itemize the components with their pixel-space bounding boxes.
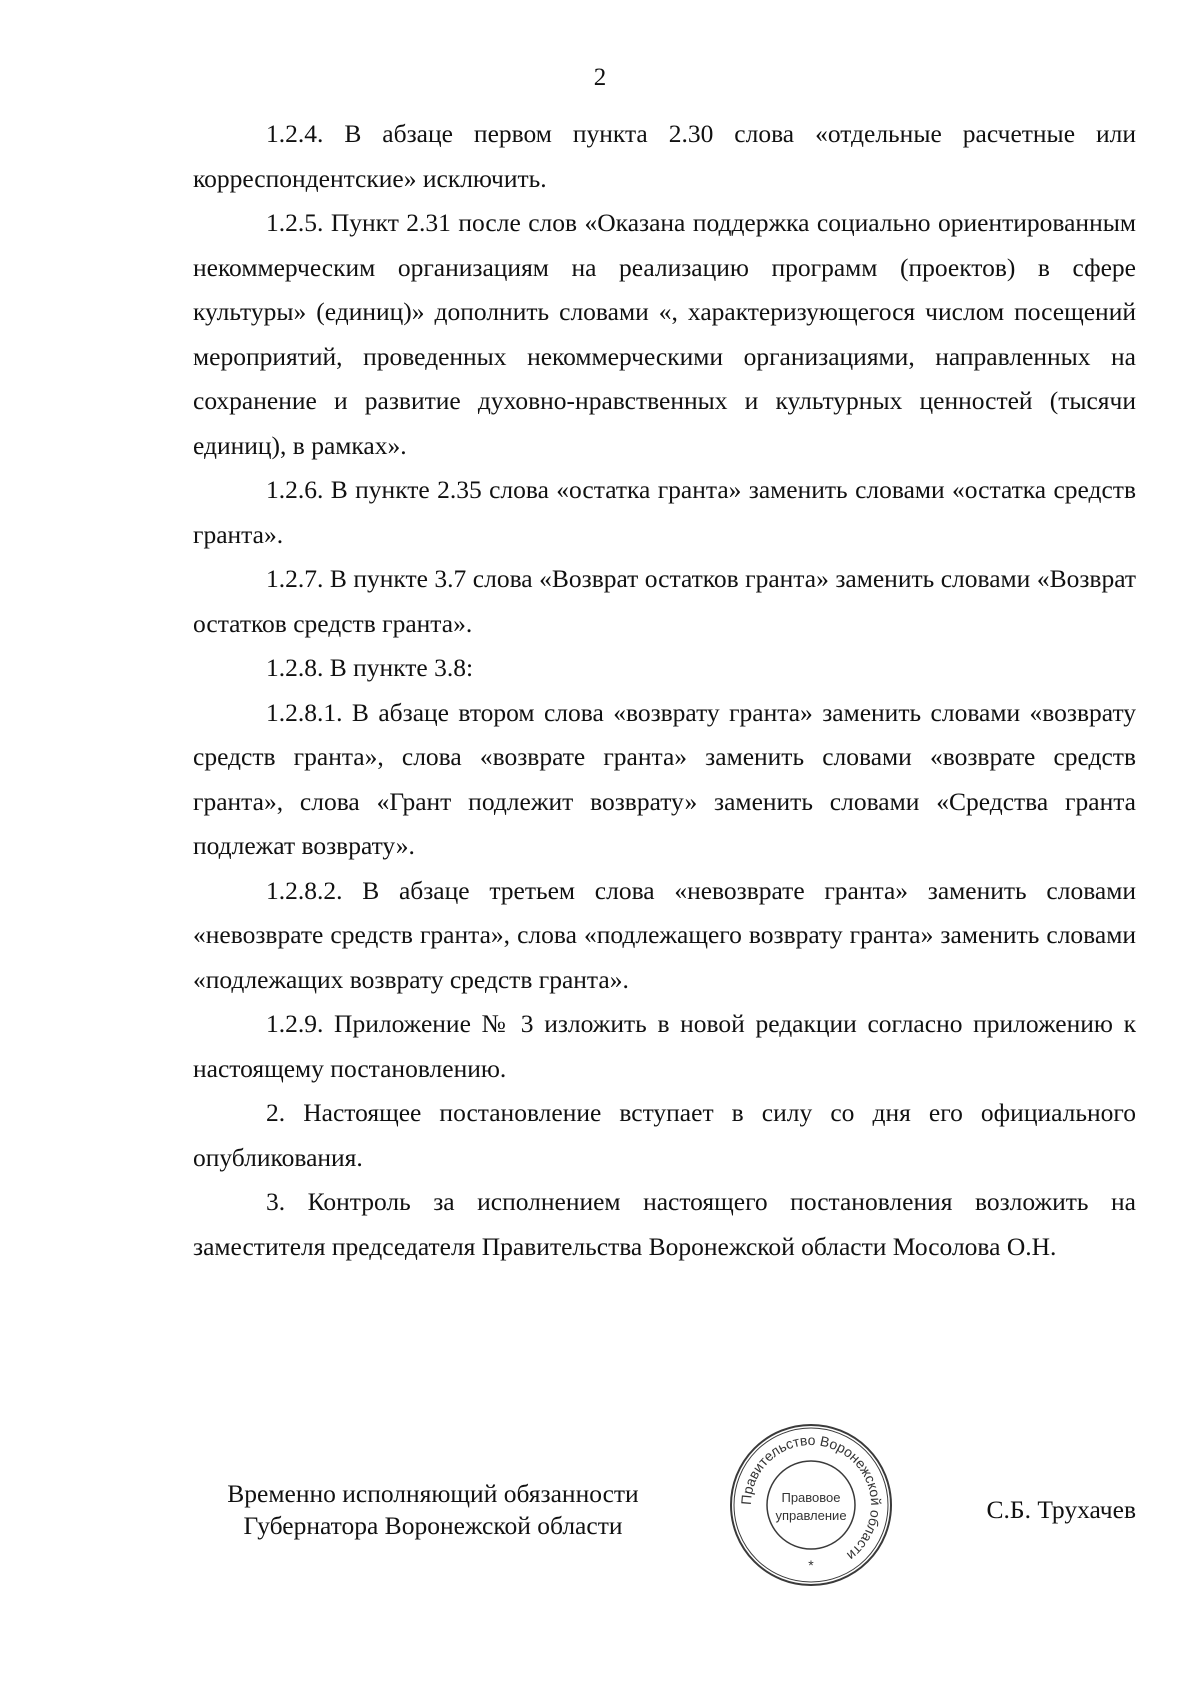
paragraph-1-2-5: 1.2.5. Пункт 2.31 после слов «Оказана поддержка социально ориентированным некоммерческим организациям на реализацию программ (проектов) в сфере культуры» (единиц)» дополнить словами «, характеризующегося числом посещений мероприятий, проведенных некоммерческими организациями, направленных на сохранение и развитие духовно-нравственных и культурных ценностей (тысячи единиц), в рамках». xyxy=(193,208,1136,460)
paragraph-1-2-6: 1.2.6. В пункте 2.35 слова «остатка гранта» заменить словами «остатка средств гранта». xyxy=(193,475,1136,549)
signatory-position xyxy=(193,1478,673,1542)
signatory-name: С.Б. Трухачев xyxy=(986,1495,1136,1524)
official-stamp xyxy=(728,1422,894,1588)
paragraph-1-2-9: 1.2.9. Приложение № 3 изложить в новой редакции согласно приложению к настоящему постановлению. xyxy=(193,1009,1136,1083)
document-body xyxy=(193,112,1136,1269)
signature-block xyxy=(193,1431,1136,1573)
paragraph-3: 3. Контроль за исполнением настоящего постановления возложить на заместителя председателя Правительства Воронежской области Мосолова О.Н. xyxy=(193,1187,1136,1261)
stamp-graphic xyxy=(728,1422,894,1588)
paragraph-1-2-4: 1.2.4. В абзаце первом пункта 2.30 слова «отдельные расчетные или корреспондентские» исключить. xyxy=(193,119,1136,193)
paragraph-1-2-8: 1.2.8. В пункте 3.8: xyxy=(266,653,474,682)
stamp-center-line-2: управление xyxy=(775,1508,847,1523)
page-number: 2 xyxy=(593,64,607,91)
stamp-star: * xyxy=(808,1557,814,1573)
paragraph-1-2-8-2: 1.2.8.2. В абзаце третьем слова «невозврате гранта» заменить словами «невозврате средств гранта», слова «подлежащего возврату гранта» заменить словами «подлежащих возврату средств гранта». xyxy=(193,875,1136,994)
paragraph-2: 2. Настоящее постановление вступает в силу со дня его официального опубликования. xyxy=(193,1098,1136,1172)
stamp-center-line-1: Правовое xyxy=(781,1490,841,1505)
signatory-position-line-1: Временно исполняющий обязанности xyxy=(227,1479,639,1508)
paragraph-1-2-7: 1.2.7. В пункте 3.7 слова «Возврат остатков гранта» заменить словами «Возврат остатков средств гранта». xyxy=(193,564,1136,638)
stamp-inner-ring xyxy=(767,1461,855,1549)
paragraph-1-2-8-1: 1.2.8.1. В абзаце втором слова «возврату гранта» заменить словами «возврату средств гранта», слова «возврате гранта» заменить словами «возврате средств гранта», слова «Грант подлежит возврату» заменить словами «Средства гранта подлежат возврату». xyxy=(193,697,1136,860)
signatory-position-line-2: Губернатора Воронежской области xyxy=(243,1511,623,1540)
stamp-ring-text: Правительство Воронежской области xyxy=(737,1431,885,1564)
